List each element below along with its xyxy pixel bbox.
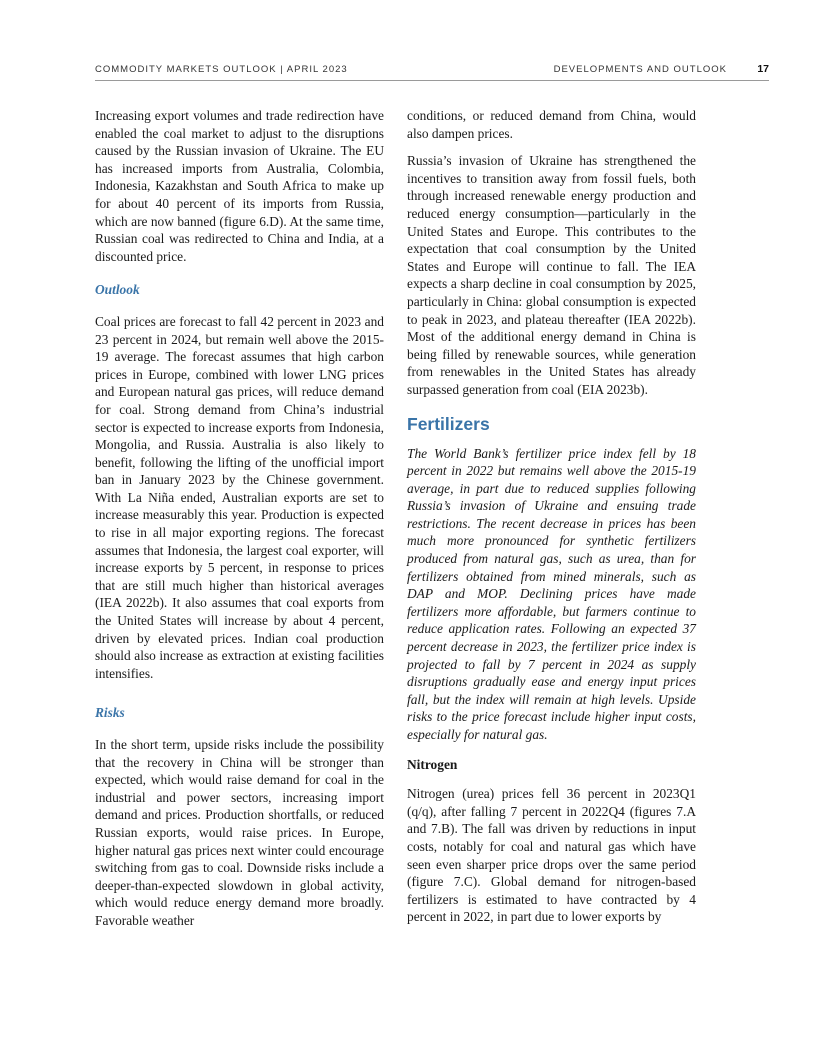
page-header — [95, 62, 769, 81]
page-number: 17 — [757, 63, 769, 75]
paragraph: conditions, or reduced demand from China, would also dampen prices. — [407, 108, 696, 141]
right-column — [407, 107, 696, 926]
paragraph: Nitrogen (urea) prices fell 36 percent in 2023Q1 (q/q), after falling 7 percent in 2022Q4 (figures 7.A and 7.B). The fall was driven by reductions in input costs, notably for coal and natural gas which have seen even sharper price drops over the same period (figure 7.C). Global demand for nitrogen-based fertilizers is estimated to have contracted by 4 percent in 2022, in part due to lower exports by — [407, 786, 696, 925]
nitrogen-heading: Nitrogen — [407, 756, 458, 772]
paragraph: In the short term, upside risks include the possibility that the recovery in China will be stronger than expected, which would raise demand for coal in the industrial and power sectors, increasing import demand and prices. Production shortfalls, or reduced Russian exports, would raise prices. In Europe, higher natural gas prices next winter could encourage switching from gas to coal. Downside risks include a deeper-than-expected slowdown in global activity, which would reduce energy demand more broadly. Favorable weather — [95, 737, 384, 928]
paragraph: Increasing export volumes and trade redirection have enabled the coal market to adjust to the disruptions caused by the Russian invasion of Ukraine. The EU has increased imports from Australia, Colombia, Indonesia, Kazakhstan and South Africa to make up for about 40 percent of its imports from Russia, which are now banned (figure 6.D). At the same time, Russian coal was redirected to China and India, at a discounted price. — [95, 108, 384, 264]
outlook-heading: Outlook — [95, 282, 140, 298]
paragraph: Coal prices are forecast to fall 42 percent in 2023 and 23 percent in 2024, but remain well above the 2015-19 average. The forecast assumes that high carbon prices in Europe, combined with lower LNG prices and European natural gas prices, will reduce demand for coal. Strong demand from China’s industrial sector is expected to increase exports from Indonesia, Mongolia, and Russia. Australia is also likely to benefit, following the lifting of the unofficial import ban in January 2023 by the Chinese government. With La Niña ended, Australian exports are set to increase measurably this year. Production is expected to rise in all major exporting regions. The forecast assumes that Indonesia, the largest coal exporter, will increase exports by 5 percent, in response to prices that are still much higher than historical averages (IEA 2022b). It also assumes that coal exports from the United States will increase by about 4 percent, driven by elevated prices. Indian coal production should also increase as extraction at existing facilities intensifies. — [95, 313, 384, 681]
section-summary: The World Bank’s fertilizer price index fell by 18 percent in 2022 but remains well above the 2015-19 average, in part due to reduced supplies following Russia’s invasion of Ukraine and ensuing trade restrictions. The recent decrease in prices has been much more pronounced for synthetic fertilizers produced from natural gas, such as urea, than for fertilizers obtained from mined minerals, such as DAP and MOP. Declining prices have made fertilizers more affordable, but farmers continue to reduce application rates. Following an expected 37 percent decrease in 2023, the fertilizer price index is projected to fall by 7 percent in 2024 as supply disruptions gradually ease and energy input prices fall, but the index will remain at high levels. Upside risks to the price forecast include higher input costs, especially for natural gas. — [407, 445, 696, 742]
risks-heading: Risks — [95, 705, 125, 721]
report-title: COMMODITY MARKETS OUTLOOK | APRIL 2023 — [95, 64, 348, 75]
paragraph: Russia’s invasion of Ukraine has strengthened the incentives to transition away from fossil fuels, both through increased renewable energy production and reduced energy consumption—particularly in the United States and Europe. This contributes to the expectation that coal consumption by the United States and Europe will continue to fall. The IEA expects a sharp decline in coal consumption by 2025, particularly in China: global consumption is expected to peak in 2023, and plateau thereafter (IEA 2022b). Most of the additional energy demand in China is being filled by renewable sources, while generation from renewables in the United States has already surpassed generation from coal (EIA 2023b). — [407, 153, 696, 397]
fertilizers-heading: Fertilizers — [407, 413, 490, 434]
left-column — [95, 107, 384, 930]
section-title: DEVELOPMENTS AND OUTLOOK — [553, 64, 727, 75]
